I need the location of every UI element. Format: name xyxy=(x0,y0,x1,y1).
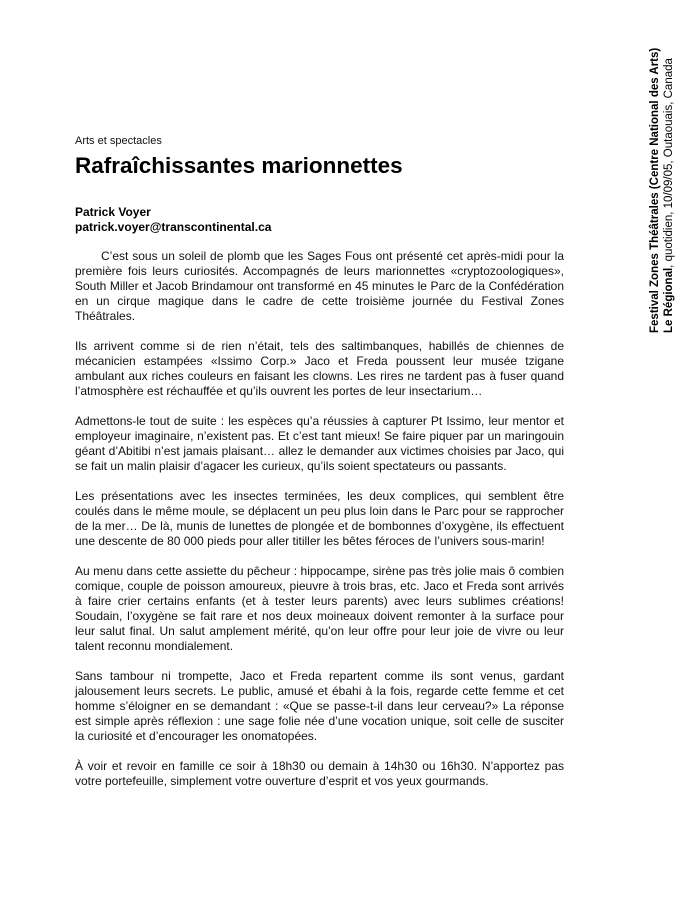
paragraph: Ils arrivent comme si de rien n’était, tels des saltimbanques, habillés de chiennes de mécanicien estampées «Issimo Corp.» Jaco et Freda poussent leur musée tzigane ambulant aux riches couleurs en faisant les clowns. Les rires ne tardent pas à fuser quand l’atmosphère est réchauffée et qu’ils ouvrent les portes de leur insectarium… xyxy=(75,339,564,398)
paragraph: Les présentations avec les insectes terminées, les deux complices, qui semblent être coulés dans le même moule, se déplacent un peu plus loin dans le Parc pour se rapprocher de la mer… De là, munis de lunettes de plongée et de bombonnes d’oxygène, ils effectuent une descente de 80 000 pieds pour aller titiller les bêtes féroces de l’univers sous-marin! xyxy=(75,489,564,548)
paragraph: À voir et revoir en famille ce soir à 18h30 ou demain à 14h30 ou 16h30. N’apportez pas votre portefeuille, simplement votre ouverture d’esprit et vos yeux gourmands. xyxy=(75,759,564,788)
source-festival: Festival Zones Théâtrales (Centre National des Arts) xyxy=(649,47,661,333)
paragraph: Sans tambour ni trompette, Jaco et Freda repartent comme ils sont venus, gardant jalousement leurs secrets. Le public, amusé et ébahi à la fois, regarde cette femme et cet homme s’éloigner en se demandant : «Que se passe-t-il dans leur cerveau?» La réponse est simple après réflexion : une sage folie née d’une vocation unique, soit celle de susciter la curiosité et d’encourager les onomatopées. xyxy=(75,669,564,743)
paragraph: Au menu dans cette assiette du pêcheur : hippocampe, sirène pas très jolie mais ô combien comique, couple de poisson amoureux, pieuvre à trois bras, etc. Jaco et Freda sont arrivés à faire crier certains enfants (et à tester leurs parents) avec leurs sublimes créations! Soudain, l’oxygène se fait rare et nos deux moineaux doivent remonter à la surface pour leur salut final. Un salut amplement mérité, qu’on leur offre pour leur joie de vivre ou leur talent reconnu mondialement. xyxy=(75,564,564,653)
source-publication: Le Régional xyxy=(663,267,675,333)
paragraph: Admettons-le tout de suite : les espèces qu’a réussies à capturer Pt Issimo, leur mentor et employeur imaginaire, n’existent pas. Et c’est tant mieux! Se faire piquer par un maringouin géant d’Abitibi n’est jamais plaisant… allez le demander aux victimes choisies par Jaco, qui se fait un malin plaisir d’agacer les curieux, qu’ils soient spectateurs ou passants. xyxy=(75,414,564,473)
author-email: patrick.voyer@transcontinental.ca xyxy=(75,220,272,234)
byline xyxy=(75,205,271,235)
source-details: , quotidien, 10/09/05, Outaouais, Canada xyxy=(663,58,675,268)
article-title: Rafraîchissantes marionnettes xyxy=(75,153,403,178)
section-label: Arts et spectacles xyxy=(75,135,162,147)
paragraph: C’est sous un soleil de plomb que les Sages Fous ont présenté cet après-midi pour la première fois leurs curiosités. Accompagnés de leurs marionnettes «cryptozoologiques», South Miller et Jacob Brindamour ont transformé en 45 minutes le Parc de la Confédération en un cirque magique dans le cadre de cette troisième journée du Festival Zones Théâtrales. xyxy=(75,249,564,323)
source-publication-line xyxy=(662,48,676,333)
source-citation xyxy=(648,48,676,333)
article-body xyxy=(75,249,564,804)
author-name: Patrick Voyer xyxy=(75,205,151,219)
